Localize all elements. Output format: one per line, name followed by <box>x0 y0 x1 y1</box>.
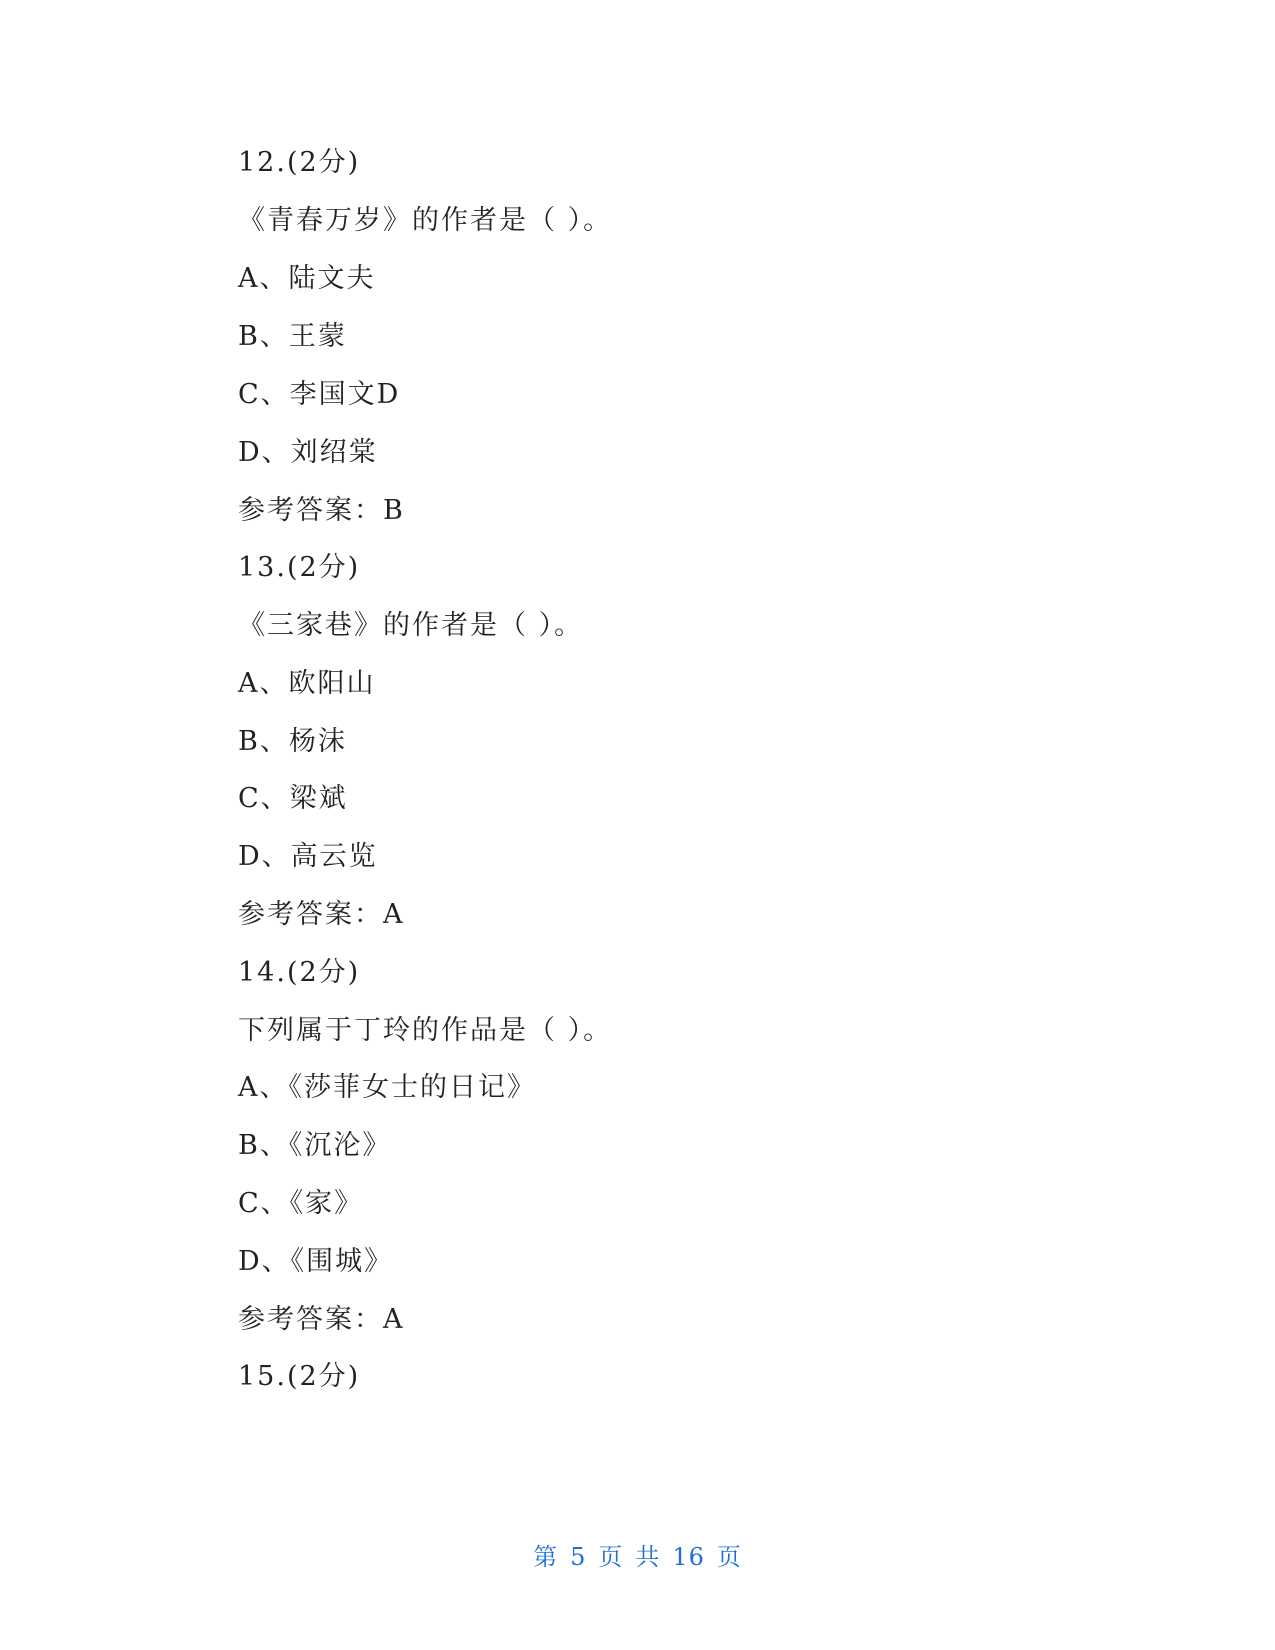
question-14-option-b: B、《沉沦》 <box>238 1130 392 1161</box>
footer-current-page: 5 <box>570 1543 587 1571</box>
question-14-header: 14.(2分) <box>238 957 361 988</box>
question-14-option-d: D、《围城》 <box>238 1246 394 1277</box>
question-12-option-c: C、李国文D <box>238 379 401 410</box>
question-14-option-c: C、《家》 <box>238 1188 364 1219</box>
question-12-option-d: D、刘绍棠 <box>238 437 378 468</box>
question-12-header: 12.(2分) <box>238 147 361 178</box>
question-14-stem: 下列属于丁玲的作品是（ ）。 <box>238 1015 613 1046</box>
question-12-answer: 参考答案：B <box>238 495 405 526</box>
footer-word-ye: 页 <box>598 1543 624 1571</box>
question-13-stem: 《三家巷》的作者是（ ）。 <box>238 610 584 641</box>
question-13-option-a: A、欧阳山 <box>238 668 376 699</box>
question-13-option-c: C、梁斌 <box>238 783 348 814</box>
question-15-header: 15.(2分) <box>238 1361 361 1392</box>
page-number-footer <box>0 1537 1275 1572</box>
question-12-option-a: A、陆文夫 <box>238 263 376 294</box>
question-13-header: 13.(2分) <box>238 552 361 583</box>
question-13-option-d: D、高云览 <box>238 841 378 872</box>
footer-word-di: 第 <box>533 1543 559 1571</box>
question-14-answer: 参考答案：A <box>238 1304 405 1335</box>
question-13-answer: 参考答案：A <box>238 899 405 930</box>
question-12-option-b: B、王蒙 <box>238 321 347 352</box>
footer-word-gong: 共 <box>635 1543 661 1571</box>
question-14-option-a: A、《莎菲女士的日记》 <box>238 1072 536 1103</box>
question-13-option-b: B、杨沫 <box>238 726 347 757</box>
footer-word-ye-end: 页 <box>716 1543 742 1571</box>
question-12-stem: 《青春万岁》的作者是（ ）。 <box>238 205 613 236</box>
footer-total-pages: 16 <box>672 1543 705 1571</box>
